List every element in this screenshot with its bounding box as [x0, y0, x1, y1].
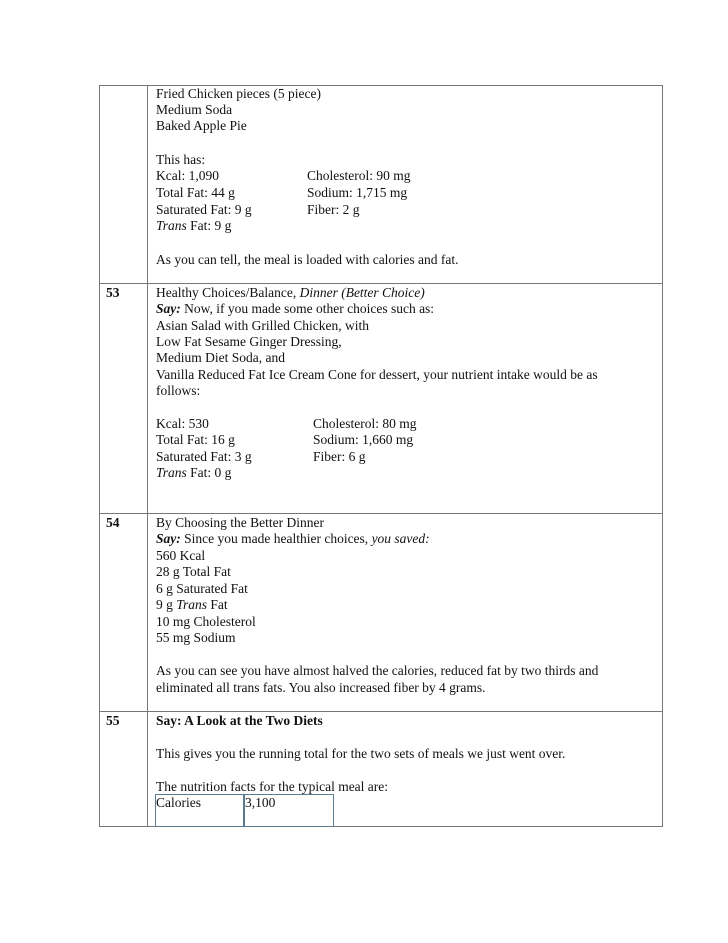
row-divider	[99, 711, 663, 712]
saved-item: 560 Kcal	[156, 548, 206, 563]
slide-number: 53	[106, 285, 120, 300]
saturated-fat-value: Saturated Fat: 9 g	[156, 202, 252, 217]
total-fat-value: Total Fat: 16 g	[156, 432, 235, 447]
slide-title: Healthy Choices/Balance, Dinner (Better Choice)	[156, 285, 425, 300]
row-divider	[99, 283, 663, 284]
meal-summary: As you can tell, the meal is loaded with calories and fat.	[156, 252, 459, 267]
column-divider	[147, 85, 148, 827]
savings-summary: eliminated all trans fats. You also increased fiber by 4 grams.	[156, 680, 486, 695]
cholesterol-value: Cholesterol: 90 mg	[307, 168, 411, 183]
choice-line: follows:	[156, 383, 201, 398]
sodium-value: Sodium: 1,660 mg	[313, 432, 414, 447]
savings-summary: As you can see you have almost halved the calories, reduced fat by two thirds and	[156, 663, 599, 678]
slide-number: 54	[106, 515, 120, 530]
nutrition-facts-intro: The nutrition facts for the typical meal are:	[156, 779, 389, 794]
saved-item: 9 g Trans Fat	[156, 597, 228, 612]
slide-title: By Choosing the Better Dinner	[156, 515, 324, 530]
choice-line: Low Fat Sesame Ginger Dressing,	[156, 334, 342, 349]
choice-line: Medium Diet Soda, and	[156, 350, 285, 365]
choice-line: Asian Salad with Grilled Chicken, with	[156, 318, 369, 333]
saved-item: 28 g Total Fat	[156, 564, 231, 579]
this-has-label: This has:	[156, 152, 206, 167]
trans-fat-value: Trans Fat: 0 g	[156, 465, 232, 480]
row-divider	[99, 513, 663, 514]
sodium-value: Sodium: 1,715 mg	[307, 185, 408, 200]
calories-label: Calories	[156, 795, 201, 810]
slide-number: 55	[106, 713, 120, 728]
total-fat-value: Total Fat: 44 g	[156, 185, 235, 200]
saturated-fat-value: Saturated Fat: 3 g	[156, 449, 252, 464]
slide-title: Say: A Look at the Two Diets	[156, 713, 323, 728]
say-line: Say: Now, if you made some other choices such as:	[156, 301, 435, 316]
say-line: Say: Since you made healthier choices, you saved:	[156, 531, 430, 546]
cholesterol-value: Cholesterol: 80 mg	[313, 416, 417, 431]
fiber-value: Fiber: 6 g	[313, 449, 366, 464]
trans-fat-value: Trans Fat: 9 g	[156, 218, 232, 233]
meal-item: Fried Chicken pieces (5 piece)	[156, 86, 321, 101]
kcal-value: Kcal: 530	[156, 416, 209, 431]
kcal-value: Kcal: 1,090	[156, 168, 219, 183]
saved-item: 10 mg Cholesterol	[156, 614, 256, 629]
fiber-value: Fiber: 2 g	[307, 202, 360, 217]
saved-item: 6 g Saturated Fat	[156, 581, 248, 596]
calories-value: 3,100	[245, 795, 276, 810]
running-total-line: This gives you the running total for the two sets of meals we just went over.	[156, 746, 566, 761]
saved-item: 55 mg Sodium	[156, 630, 236, 645]
meal-item: Medium Soda	[156, 102, 233, 117]
meal-item: Baked Apple Pie	[156, 118, 247, 133]
choice-line: Vanilla Reduced Fat Ice Cream Cone for dessert, your nutrient intake would be as	[156, 367, 598, 382]
